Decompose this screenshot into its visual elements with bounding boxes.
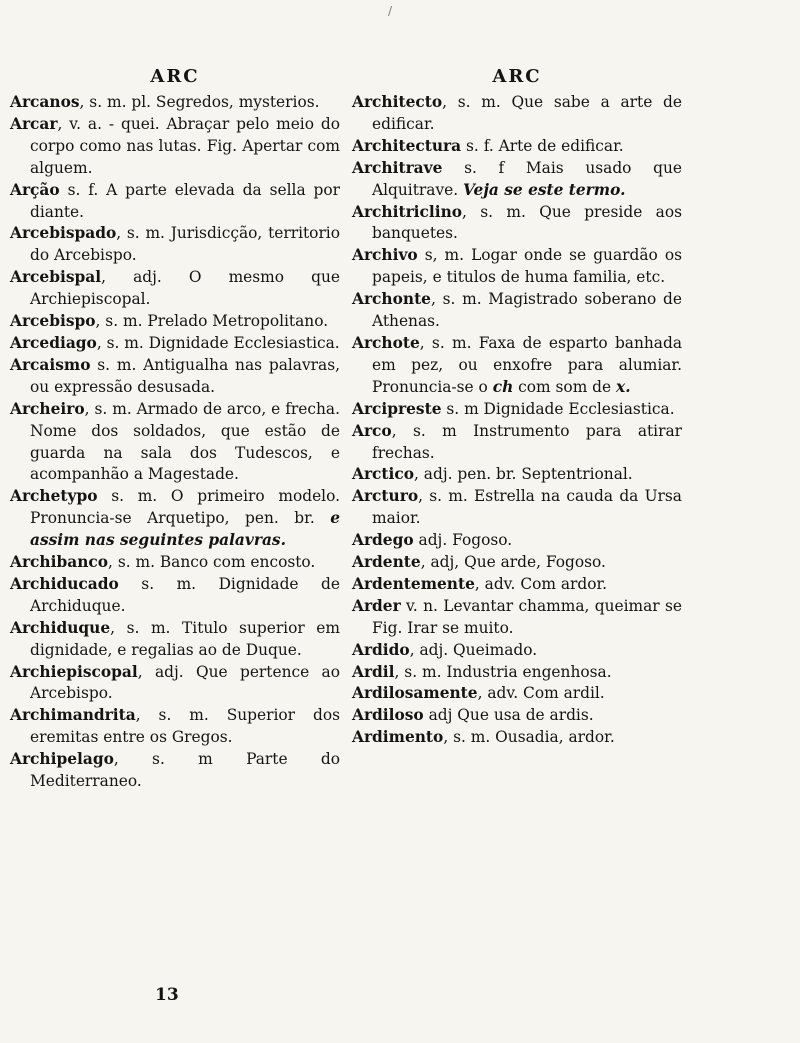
dictionary-entry bbox=[10, 267, 340, 311]
entry-definition: , s. m. Prelado Metropolitano. bbox=[95, 312, 329, 331]
entry-headword: Architriclino bbox=[352, 202, 463, 221]
left-column-header: ARC bbox=[150, 66, 200, 87]
page-number: 13 bbox=[155, 985, 179, 1005]
entry-definition: com som de bbox=[513, 377, 617, 396]
dictionary-entry bbox=[10, 749, 340, 793]
entry-headword: Ardido bbox=[352, 640, 410, 659]
entry-headword: Arcebispado bbox=[10, 224, 117, 243]
entry-definition: , s. m. Jurisdicção, territorio do Arcebispo. bbox=[30, 224, 340, 265]
dictionary-entry bbox=[10, 399, 340, 487]
entry-definition: , s. m. Industria engenhosa. bbox=[394, 662, 612, 681]
left-column bbox=[10, 66, 340, 793]
dictionary-entry bbox=[352, 333, 682, 399]
entry-headword: Archetypo bbox=[10, 487, 98, 506]
dictionary-entry bbox=[10, 180, 340, 224]
entry-headword: Archivo bbox=[352, 246, 418, 265]
entry-headword: Ardimento bbox=[352, 728, 444, 747]
entry-headword: Archonte bbox=[352, 290, 431, 309]
dictionary-entry bbox=[352, 421, 682, 465]
entry-headword: Archote bbox=[352, 333, 420, 352]
entry-definition: , s. m. Ousadia, ardor. bbox=[443, 728, 615, 747]
entry-definition: s. f Mais usado que Alquitrave. bbox=[372, 158, 682, 199]
dictionary-entry bbox=[352, 662, 682, 684]
dictionary-entry bbox=[10, 92, 340, 114]
entry-definition: , adv. Com ardil. bbox=[477, 684, 605, 703]
dictionary-entry bbox=[10, 552, 340, 574]
entry-headword: Architecto bbox=[352, 93, 443, 111]
entry-definition: , s. m. Titulo superior em dignidade, e regalias ao de Duque. bbox=[30, 618, 340, 659]
dictionary-entry bbox=[352, 202, 682, 246]
dictionary-entry bbox=[10, 223, 340, 267]
entry-headword: Arcebispo bbox=[10, 312, 96, 331]
entry-definition: , adj. Que pertence ao Arcebispo. bbox=[30, 662, 340, 703]
entry-headword: Arcanos bbox=[10, 93, 80, 111]
entry-definition: s, m. Logar onde se guardão os papeis, e titulos de huma familia, etc. bbox=[372, 246, 682, 287]
entry-headword: Architectura bbox=[352, 136, 462, 155]
entry-definition: adj Que usa de ardis. bbox=[423, 706, 594, 725]
entry-headword: Archimandrita bbox=[10, 706, 136, 725]
dictionary-entry bbox=[352, 552, 682, 574]
entry-definition: , adj. Queimado. bbox=[409, 640, 538, 659]
right-column-header: ARC bbox=[492, 66, 542, 87]
entry-headword: Architrave bbox=[352, 158, 443, 177]
dictionary-entry bbox=[10, 114, 340, 180]
entry-headword: Archiduque bbox=[10, 618, 111, 637]
entry-definition: , s. m. pl. Segredos, mysterios. bbox=[79, 93, 320, 111]
entry-italic-text: Veja se este termo. bbox=[463, 180, 626, 199]
entry-headword: Ardentemente bbox=[352, 574, 475, 593]
dictionary-entry bbox=[352, 705, 682, 727]
dictionary-entry bbox=[10, 486, 340, 552]
entry-definition: , v. a. - quei. Abraçar pelo meio do corpo como nas lutas. Fig. Apertar com alguem. bbox=[30, 114, 340, 177]
entry-definition: s. f. A parte elevada da sella por diante. bbox=[30, 180, 340, 221]
dictionary-entry bbox=[352, 245, 682, 289]
entry-headword: Archiducado bbox=[10, 574, 119, 593]
dictionary-entry bbox=[352, 727, 682, 749]
dictionary-entry bbox=[10, 705, 340, 749]
entry-headword: Ardente bbox=[352, 553, 421, 572]
dictionary-entry bbox=[10, 311, 340, 333]
entry-definition: , s. m. Armado de arco, e frecha. Nome dos soldados, que estão de guarda na sala dos Tudescos, e acompanhão a Magestade. bbox=[30, 399, 340, 484]
entry-definition: , s. m. Magistrado soberano de Athenas. bbox=[372, 290, 682, 331]
dictionary-entry bbox=[352, 136, 682, 158]
entry-definition: , s. m. Que sabe a arte de edificar. bbox=[372, 93, 682, 133]
dictionary-entry bbox=[352, 530, 682, 552]
dictionary-entry bbox=[352, 683, 682, 705]
entry-headword: Ardilosamente bbox=[352, 684, 478, 703]
entry-definition: , s. m. Que preside aos banquetes. bbox=[372, 202, 682, 243]
entry-italic-text: e assim nas seguintes palavras. bbox=[30, 509, 340, 550]
entry-headword: Ardiloso bbox=[352, 706, 424, 725]
entry-headword: Arcturo bbox=[352, 487, 419, 506]
entry-headword: Arcebispal bbox=[10, 268, 102, 287]
entry-headword: Archipelago bbox=[10, 750, 114, 769]
dictionary-entry bbox=[10, 662, 340, 706]
dictionary-entry bbox=[10, 333, 340, 355]
dictionary-entry bbox=[352, 640, 682, 662]
dictionary-entry bbox=[352, 92, 682, 136]
dictionary-entry bbox=[352, 289, 682, 333]
dictionary-entry bbox=[352, 464, 682, 486]
entry-definition: , adv. Com ardor. bbox=[474, 574, 608, 593]
entry-definition: , s. m Instrumento para atirar frechas. bbox=[372, 421, 682, 462]
entry-italic-text: x. bbox=[616, 377, 631, 396]
entry-definition: , s. m. Estrella na cauda da Ursa maior. bbox=[372, 487, 682, 528]
entry-definition: , s. m. Superior dos eremitas entre os Gregos. bbox=[30, 706, 340, 747]
entry-headword: Arcaismo bbox=[10, 355, 91, 374]
entry-headword: Arção bbox=[10, 180, 60, 199]
right-column bbox=[352, 66, 682, 749]
entry-definition: v. n. Levantar chamma, queimar se Fig. Irar se muito. bbox=[372, 596, 682, 637]
entry-italic-text: ch bbox=[492, 377, 514, 396]
entry-headword: Arcar bbox=[10, 114, 58, 133]
right-entries bbox=[352, 92, 682, 749]
entry-definition: s. m Dignidade Ecclesiastica. bbox=[441, 399, 675, 418]
entry-definition: s. f. Arte de edificar. bbox=[461, 136, 624, 155]
dictionary-entry bbox=[352, 596, 682, 640]
dictionary-entry bbox=[352, 399, 682, 421]
entry-definition: , s. m Parte do Mediterraneo. bbox=[30, 750, 340, 791]
entry-headword: Arctico bbox=[352, 465, 415, 484]
entry-definition: s. m. O primeiro modelo. Pronuncia-se Arquetipo, pen. br. bbox=[30, 487, 340, 528]
entry-headword: Archibanco bbox=[10, 553, 109, 572]
dictionary-entry bbox=[10, 618, 340, 662]
entry-definition: adj. Fogoso. bbox=[413, 531, 513, 550]
top-mark: / bbox=[388, 4, 393, 18]
entry-definition: , adj, Que arde, Fogoso. bbox=[420, 553, 606, 572]
left-entries bbox=[10, 92, 340, 793]
entry-headword: Arcipreste bbox=[352, 399, 442, 418]
entry-definition: s. m. Dignidade de Archiduque. bbox=[30, 574, 340, 615]
entry-headword: Ardil bbox=[352, 662, 395, 681]
entry-definition: , adj. O mesmo que Archiepiscopal. bbox=[30, 268, 340, 309]
entry-headword: Arder bbox=[352, 596, 401, 615]
entry-headword: Ardego bbox=[352, 531, 414, 550]
dictionary-entry bbox=[352, 158, 682, 202]
entry-definition: , adj. pen. br. Septentrional. bbox=[414, 465, 633, 484]
dictionary-entry bbox=[10, 574, 340, 618]
entry-headword: Archiepiscopal bbox=[10, 662, 138, 681]
dictionary-entry bbox=[352, 486, 682, 530]
entry-definition: , s. m. Banco com encosto. bbox=[108, 553, 316, 572]
dictionary-entry bbox=[10, 355, 340, 399]
entry-definition: , s. m. Dignidade Ecclesiastica. bbox=[96, 333, 340, 352]
entry-definition: , s. m. Faxa de esparto banhada em pez, ou enxofre para alumiar. Pronuncia-se o bbox=[372, 333, 682, 396]
entry-definition: s. m. Antigualha nas palavras, ou expressão desusada. bbox=[30, 355, 340, 396]
entry-headword: Arcediago bbox=[10, 333, 97, 352]
dictionary-entry bbox=[352, 574, 682, 596]
entry-headword: Arco bbox=[352, 421, 392, 440]
entry-headword: Archeiro bbox=[10, 399, 85, 418]
